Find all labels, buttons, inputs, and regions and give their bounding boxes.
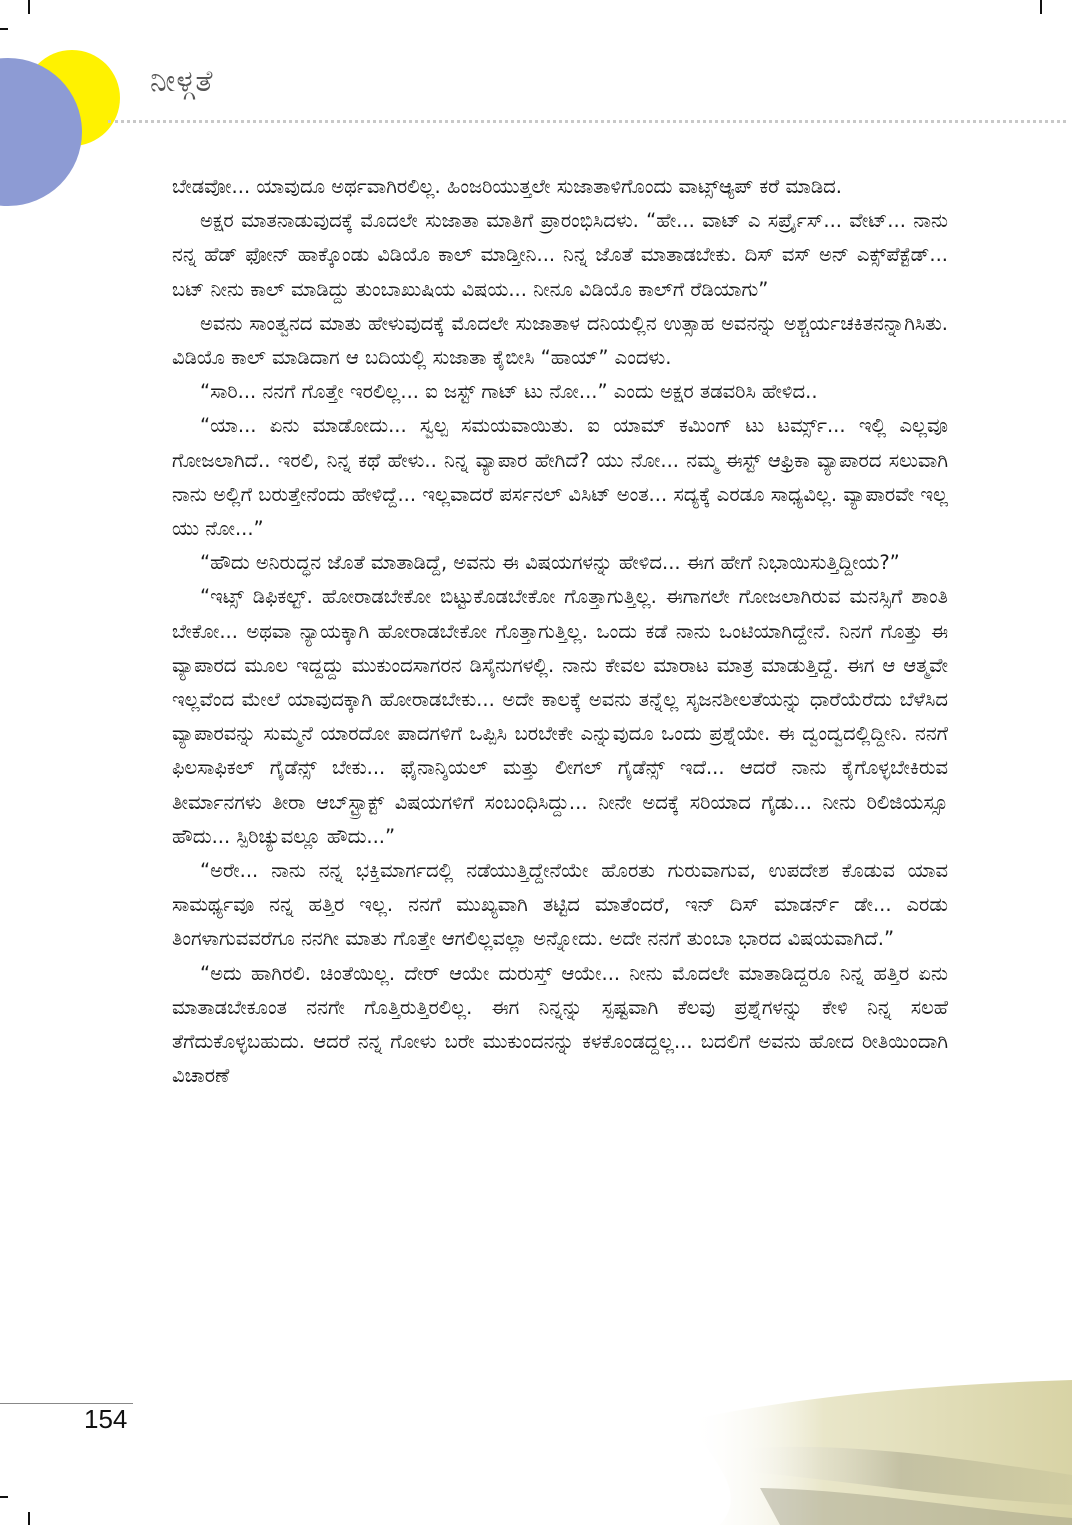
header-dotted-rule [108,120,1066,123]
crop-mark-bottom-left [28,1512,30,1525]
paragraph: “ಯಾ... ಏನು ಮಾಡೋದು... ಸ್ವಲ್ಪ ಸಮಯವಾಯಿತು. ಐ ಯಾಮ್ ಕಮಿಂಗ್ ಟು ಟರ್ಮ್ಸ್... ಇಲ್ಲಿ ಎಲ್ಲವೂ ಗೋಜಲಾಗಿದೆ.. ಇರಲಿ, ನಿನ್ನ ಕಥೆ ಹೇಳು.. ನಿನ್ನ ವ್ಯಾಪಾರ ಹೇಗಿದೆ? ಯು ನೋ... ನಮ್ಮ ಈಸ್ಟ್ ಆಫ್ರಿಕಾ ವ್ಯಾಪಾರದ ಸಲುವಾಗಿ ನಾನು ಅಲ್ಲಿಗೆ ಬರುತ್ತೇನೆಂದು ಹೇಳಿದ್ದೆ... ಇಲ್ಲವಾದರೆ ಪರ್ಸನಲ್ ವಿಸಿಟ್ ಅಂತ... ಸದ್ಯಕ್ಕೆ ಎರಡೂ ಸಾಧ್ಯವಿಲ್ಲ. ವ್ಯಾಪಾರವೇ ಇಲ್ಲ ಯು ನೋ...” [172,414,948,541]
running-title: ನೀಳ್ಗತೆ [150,64,214,99]
paragraph: ಬೇಡವೋ... ಯಾವುದೂ ಅರ್ಥವಾಗಿರಲಿಲ್ಲ. ಹಿಂಜರಿಯುತ್ತಲೇ ಸುಜಾತಾಳಿಗೊಂದು ವಾಟ್ಸ್‌ಆ್ಯಪ್ ಕರೆ ಮಾಡಿದ. [172,175,842,198]
paragraph: “ಅದು ಹಾಗಿರಲಿ. ಚಿಂತೆಯಿಲ್ಲ. ದೇರ್ ಆಯೇ ದುರುಸ್ತ್ ಆಯೇ... ನೀನು ಮೊದಲೇ ಮಾತಾಡಿದ್ದರೂ ನಿನ್ನ ಹತ್ತಿರ ಏನು ಮಾತಾಡಬೇಕೂಂತ ನನಗೇ ಗೊತ್ತಿರುತ್ತಿರಲಿಲ್ಲ. ಈಗ ನಿನ್ನನ್ನು ಸ್ಪಷ್ಟವಾಗಿ ಕೆಲವು ಪ್ರಶ್ನೆಗಳನ್ನು ಕೇಳಿ ನಿನ್ನ ಸಲಹೆ ತೆಗೆದುಕೊಳ್ಳಬಹುದು. ಆದರೆ ನನ್ನ ಗೋಳು ಬರೇ ಮುಕುಂದನನ್ನು ಕಳಕೊಂಡದ್ದಲ್ಲ... ಬದಲಿಗೆ ಅವನು ಹೋದ ರೀತಿಯಿಂದಾಗಿ ವಿಚಾರಣೆ [172,961,948,1088]
paragraph: “ಇಟ್ಸ್ ಡಿಫಿಕಲ್ಟ್. ಹೋರಾಡಬೇಕೋ ಬಿಟ್ಟುಕೊಡಬೇಕೋ ಗೊತ್ತಾಗುತ್ತಿಲ್ಲ. ಈಗಾಗಲೇ ಗೋಜಲಾಗಿರುವ ಮನಸ್ಸಿಗೆ ಶಾಂತಿ ಬೇಕೋ... ಅಥವಾ ನ್ಯಾಯಕ್ಕಾಗಿ ಹೋರಾಡಬೇಕೋ ಗೊತ್ತಾಗುತ್ತಿಲ್ಲ. ಒಂದು ಕಡೆ ನಾನು ಒಂಟಿಯಾಗಿದ್ದೇನೆ. ನಿನಗೆ ಗೊತ್ತು ಈ ವ್ಯಾಪಾರದ ಮೂಲ ಇದ್ದದ್ದು ಮುಕುಂದಸಾಗರನ ಡಿಸೈನುಗಳಲ್ಲಿ. ನಾನು ಕೇವಲ ಮಾರಾಟ ಮಾತ್ರ ಮಾಡುತ್ತಿದ್ದೆ. ಈಗ ಆ ಆತ್ಮವೇ ಇಲ್ಲವೆಂದ ಮೇಲೆ ಯಾವುದಕ್ಕಾಗಿ ಹೋರಾಡಬೇಕು... ಅದೇ ಕಾಲಕ್ಕೆ ಅವನು ತನ್ನೆಲ್ಲ ಸೃಜನಶೀಲತೆಯನ್ನು ಧಾರೆಯೆರೆದು ಬೆಳೆಸಿದ ವ್ಯಾಪಾರವನ್ನು ಸುಮ್ಮನೆ ಯಾರದೋ ಪಾದಗಳಿಗೆ ಒಪ್ಪಿಸಿ ಬರಬೇಕೇ ಎನ್ನುವುದೂ ಒಂದು ಪ್ರಶ್ನೆಯೇ. ಈ ದ್ವಂದ್ವದಲ್ಲಿದ್ದೀನಿ. ನನಗೆ ಫಿಲಸಾಫಿಕಲ್ ಗೈಡೆನ್ಸ್ ಬೇಕು... ಫೈನಾನ್ಶಿಯಲ್ ಮತ್ತು ಲೀಗಲ್ ಗೈಡೆನ್ಸ್ ಇದೆ... ಆದರೆ ನಾನು ಕೈಗೊಳ್ಳಬೇಕಿರುವ ತೀರ್ಮಾನಗಳು ತೀರಾ ಆಬ್‌ಸ್ಟ್ರಾಕ್ಟ್ ವಿಷಯಗಳಿಗೆ ಸಂಬಂಧಿಸಿದ್ದು... ನೀನೇ ಅದಕ್ಕೆ ಸರಿಯಾದ ಗೈಡು... ನೀನು ರಿಲಿಜಿಯಸ್ಸೂ ಹೌದು... ಸ್ಪಿರಿಚ್ಯುವಲ್ಲೂ ಹೌದು...” [172,585,948,848]
crop-mark-top-right [1040,0,1042,14]
header-decoration [0,40,140,260]
page-number: 154 [84,1404,128,1434]
paragraph: “ಅರೇ... ನಾನು ನನ್ನ ಭಕ್ತಿಮಾರ್ಗದಲ್ಲಿ ನಡೆಯುತ್ತಿದ್ದೇನೆಯೇ ಹೊರತು ಗುರುವಾಗುವ, ಉಪದೇಶ ಕೊಡುವ ಯಾವ ಸಾಮರ್ಥ್ಯವೂ ನನ್ನ ಹತ್ತಿರ ಇಲ್ಲ. ನನಗೆ ಮುಖ್ಯವಾಗಿ ತಟ್ಟಿದ ಮಾತೆಂದರೆ, ಇನ್ ದಿಸ್ ಮಾಡರ್ನ್ ಡೇ... ಎರಡು ತಿಂಗಳಾಗುವವರೆಗೂ ನನಗೀ ಮಾತು ಗೊತ್ತೇ ಆಗಲಿಲ್ಲವಲ್ಲಾ ಅನ್ನೋದು. ಅದೇ ನನಗೆ ತುಂಬಾ ಭಾರದ ವಿಷಯವಾಗಿದೆ.” [172,859,948,951]
paragraph: ಅವನು ಸಾಂತ್ವನದ ಮಾತು ಹೇಳುವುದಕ್ಕೆ ಮೊದಲೇ ಸುಜಾತಾಳ ದನಿಯಲ್ಲಿನ ಉತ್ಸಾಹ ಅವನನ್ನು ಅಶ್ಚರ್ಯಚಕಿತನನ್ನಾಗಿಸಿತು. ವಿಡಿಯೊ ಕಾಲ್ ಮಾಡಿದಾಗ ಆ ಬದಿಯಲ್ಲಿ ಸುಜಾತಾ ಕೈಬೀಸಿ “ಹಾಯ್” ಎಂದಳು. [172,311,948,370]
crop-mark-left-lower [0,1496,8,1498]
crop-mark-top-left [28,0,30,14]
paragraph: “ಸಾರಿ... ನನಗೆ ಗೊತ್ತೇ ಇರಲಿಲ್ಲ... ಐ ಜಸ್ಟ್ ಗಾಟ್ ಟು ನೋ...” ಎಂದು ಅಕ್ಷರ ತಡವರಿಸಿ ಹೇಳಿದ.. [200,380,818,404]
brush-stroke-decoration [690,1380,1072,1525]
body-text [172,170,948,1093]
paragraph: ಅಕ್ಷರ ಮಾತನಾಡುವುದಕ್ಕೆ ಮೊದಲೇ ಸುಜಾತಾ ಮಾತಿಗೆ ಪ್ರಾರಂಭಿಸಿದಳು. “ಹೇ... ವಾಟ್ ಎ ಸರ್ಪ್ರೈಸ್... ವೇಟ್... ನಾನು ನನ್ನ ಹೆಡ್ ಫೋನ್ ಹಾಕ್ಕೊಂಡು ವಿಡಿಯೊ ಕಾಲ್ ಮಾಡ್ತೀನಿ... ನಿನ್ನ ಜೊತೆ ಮಾತಾಡಬೇಕು. ದಿಸ್ ವಸ್ ಅನ್ ಎಕ್ಸ್‌ಪೆಕ್ಟೆಡ್... ಬಟ್ ನೀನು ಕಾಲ್ ಮಾಡಿದ್ದು ತುಂಬಾಖುಷಿಯ ವಿಷಯ... ನೀನೂ ವಿಡಿಯೊ ಕಾಲ್‌ಗೆ ರೆಡಿಯಾಗು” [172,209,948,301]
paragraph: “ಹೌದು ಅನಿರುದ್ಧನ ಜೊತೆ ಮಾತಾಡಿದ್ದೆ, ಅವನು ಈ ವಿಷಯಗಳನ್ನು ಹೇಳಿದ... ಈಗ ಹೇಗೆ ನಿಭಾಯಿಸುತ್ತಿದ್ದೀಯ?” [200,551,900,575]
crop-mark-left-upper [0,28,8,30]
